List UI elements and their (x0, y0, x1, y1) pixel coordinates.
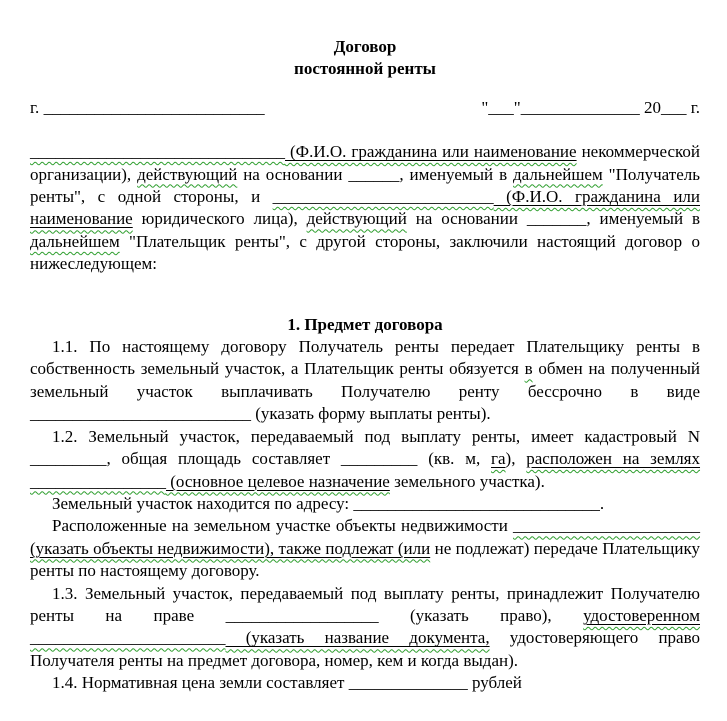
document-title-line (30, 58, 700, 80)
text-segment: "Плательщик ренты", с другой стороны, заключили настоящий договор о нижеследующем: (30, 231, 700, 274)
text-segment: постоянной ренты (294, 59, 436, 79)
text-segment: в (524, 359, 533, 379)
fill-in-blank[interactable]: __________________ (225, 605, 379, 625)
text-segment: действующий (137, 164, 238, 184)
date-field (481, 97, 700, 119)
city-date-line (30, 97, 700, 119)
text-segment: Договор (333, 37, 397, 56)
paragraph (30, 426, 700, 493)
fill-in-blank[interactable]: _______ (526, 209, 587, 229)
text-segment: расположен на землях (526, 449, 701, 469)
text-segment: юридического лица), (132, 209, 307, 229)
paragraph (30, 141, 700, 275)
text-segment: (кв. м, (417, 449, 492, 469)
text-segment: обмен на полученный земельный участок выплачивать Получателю ренту бессрочно в виде (30, 359, 700, 401)
text-segment: (основное целевое назначение (166, 471, 390, 491)
vertical-spacer (30, 276, 700, 314)
text-segment: , именуемый в (399, 164, 514, 184)
text-segment: "Получатель ренты", с одной стороны, и (30, 164, 700, 207)
fill-in-blank[interactable]: __________________________ (30, 404, 251, 424)
vertical-spacer (30, 119, 700, 141)
text-segment: "___"______________ 20___ г. (481, 97, 700, 117)
text-segment: 1.2. Земельный участок, передаваемый под выплату ренты, имеет кадастровый N (52, 426, 700, 446)
text-segment: удостоверяющего право Получателя ренты на предмет договора, номер, кем и когда выдан). (30, 628, 701, 670)
paragraph (30, 493, 700, 515)
paragraph (30, 515, 700, 582)
text-segment: (указать объекты недвижимости), также подлежат (или (30, 538, 431, 558)
text-segment (30, 539, 430, 558)
text-segment: . (599, 493, 605, 513)
text-segment: на основании (406, 209, 527, 229)
fill-in-blank[interactable]: ________________ (30, 471, 166, 491)
fill-in-blank[interactable]: _________ (30, 449, 107, 469)
fill-in-blank[interactable]: _______________________ (30, 628, 226, 648)
paragraph (30, 583, 700, 673)
text-segment: , общая площадь составляет (106, 449, 341, 469)
text-segment: 1.4. Нормативная цена земли составляет (52, 673, 349, 693)
text-segment (166, 472, 390, 491)
text-segment: рублей (467, 673, 522, 693)
text-segment: 1.1. По настоящему договору Получатель ренты передает Плательщику ренты в собственность земельный участок, а Плательщик ренты обязуется (30, 337, 700, 379)
text-segment: (указать название документа, (225, 628, 490, 648)
fill-in-blank[interactable]: ______ (348, 164, 400, 184)
text-segment: дальнейшем (513, 164, 603, 184)
text-segment: 1.3. Земельный участок, передаваемый под выплату ренты, принадлежит Получателю ренты на праве (30, 583, 700, 625)
text-segment: удостоверенном (583, 605, 700, 625)
text-segment: не подлежат) передаче Плательщику ренты по настоящему договору. (30, 538, 700, 581)
fill-in-blank[interactable]: _____________________________ (353, 493, 600, 513)
city-field (30, 97, 265, 119)
text-segment: дальнейшем (30, 231, 120, 251)
text-segment: (Ф.И.О. гражданина или наименование (30, 187, 700, 229)
text-segment (583, 606, 700, 625)
fill-in-blank[interactable]: ______________________________ (30, 142, 285, 162)
text-segment: (указать форму выплаты ренты). (251, 404, 491, 424)
document-title-line (30, 36, 700, 58)
fill-in-blank[interactable]: __________________________ (43, 97, 265, 117)
text-segment (491, 449, 506, 468)
fill-in-blank[interactable]: _________ (340, 449, 418, 469)
text-segment: Земельный участок находится по адресу: (52, 493, 354, 513)
text-segment: (указать право), (378, 605, 584, 625)
vertical-spacer (30, 81, 700, 97)
fill-in-blank[interactable]: ______________ (348, 673, 468, 693)
paragraph (30, 336, 700, 426)
text-segment: Расположенные на земельном участке объекты недвижимости (52, 516, 513, 536)
text-segment: г. (30, 97, 44, 117)
text-segment: некоммерческой организации), (30, 142, 700, 184)
text-segment: 1. Предмет договора (287, 314, 443, 334)
fill-in-blank[interactable]: __________________________ (272, 187, 494, 207)
text-segment: , именуемый в (586, 209, 700, 229)
text-segment (285, 142, 577, 161)
section-heading (30, 314, 700, 336)
text-segment: действующий (306, 209, 407, 229)
text-segment: га (491, 449, 506, 469)
text-segment: ), (505, 449, 527, 469)
text-segment (526, 449, 700, 468)
text-segment: на основании (237, 164, 349, 184)
text-segment: земельного участка). (389, 471, 545, 491)
text-segment: (Ф.И.О. гражданина или наименование (285, 142, 577, 162)
text-segment (226, 628, 490, 647)
fill-in-blank[interactable]: ______________________ (513, 516, 700, 536)
paragraph (30, 672, 700, 694)
